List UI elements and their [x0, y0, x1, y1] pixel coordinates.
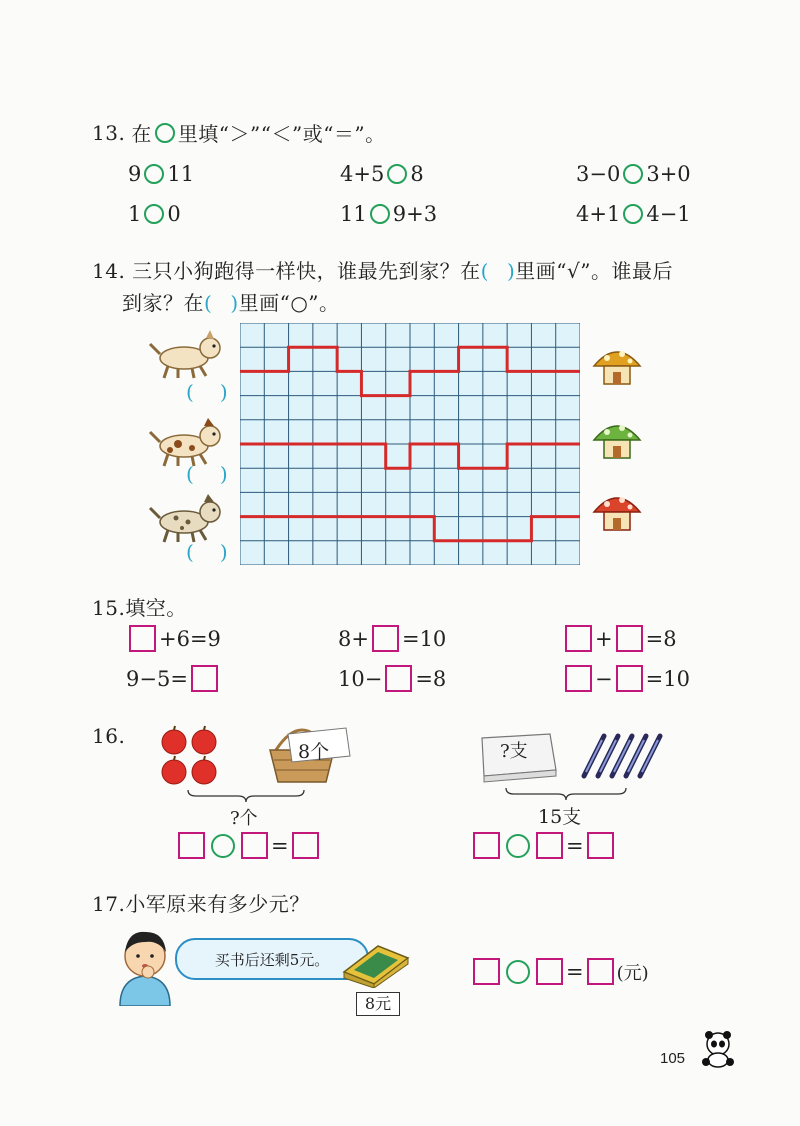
eq-text: =8 — [645, 626, 677, 651]
q14-text-b: 里画“√”。谁最后 — [515, 259, 673, 283]
compare-circle[interactable] — [623, 204, 643, 224]
answer-box[interactable] — [616, 665, 643, 692]
paren-open: ( — [204, 291, 213, 315]
q15-eq-1 — [126, 625, 221, 652]
answer-box[interactable] — [292, 832, 319, 859]
compare-circle[interactable] — [144, 204, 164, 224]
eq-text: =8 — [415, 666, 447, 691]
q17-number: 17. — [92, 892, 126, 916]
q16-pens-equation — [470, 832, 617, 859]
q14-line-1 — [92, 255, 673, 284]
eq-text: + — [595, 626, 613, 651]
answer-box[interactable] — [587, 832, 614, 859]
eq-text: − — [595, 666, 613, 691]
q13-item-2 — [340, 162, 424, 186]
unit-label: (元) — [616, 962, 649, 984]
q13-item-4 — [128, 202, 181, 226]
price-tag: 8元 — [356, 992, 400, 1016]
q15-eq-2 — [338, 625, 446, 652]
q13-item-3 — [576, 162, 691, 186]
q15-title-text: 填空。 — [125, 596, 187, 620]
q15-title — [92, 592, 187, 621]
answer-box[interactable] — [587, 958, 614, 985]
race-grid — [240, 323, 580, 565]
q15-number: 15. — [92, 596, 126, 620]
equals-sign: = — [271, 833, 289, 858]
compare-circle[interactable] — [387, 164, 407, 184]
eq-text: 10− — [338, 666, 383, 691]
equals-sign: = — [566, 833, 584, 858]
answer-box[interactable] — [129, 625, 156, 652]
book-icon — [340, 942, 412, 988]
answer-box[interactable] — [241, 832, 268, 859]
q17-title — [92, 888, 310, 917]
basket-label: 8个 — [298, 741, 330, 763]
answer-box[interactable] — [616, 625, 643, 652]
paren-open: ( — [186, 462, 194, 486]
eq-text: +6=9 — [159, 626, 221, 651]
eq-text: =10 — [645, 666, 690, 691]
q16-number: 16. — [92, 724, 126, 748]
mushroom-house-2-icon — [592, 418, 642, 462]
right-operand: 0 — [167, 202, 181, 226]
answer-box[interactable] — [565, 665, 592, 692]
apples-brace-icon — [186, 788, 306, 804]
q14-text-a: 三只小狗跑得一样快，谁最先到家？在 — [132, 259, 481, 283]
dog-1-answer[interactable] — [186, 380, 228, 404]
answer-box[interactable] — [372, 625, 399, 652]
mushroom-house-3-icon — [592, 490, 642, 534]
paren-close: ) — [219, 540, 228, 564]
q13-item-6 — [576, 202, 691, 226]
answer-box[interactable] — [565, 625, 592, 652]
dog-2-image — [148, 418, 228, 468]
q14-text-c: 到家？在 — [122, 291, 204, 315]
left-operand: 3−0 — [576, 162, 621, 186]
paren-close: ) — [230, 291, 239, 315]
right-operand: 3+0 — [646, 162, 691, 186]
compare-circle[interactable] — [370, 204, 390, 224]
left-operand: 11 — [340, 202, 367, 226]
left-operand: 1 — [128, 202, 142, 226]
circle-icon — [155, 123, 175, 143]
answer-box[interactable] — [473, 958, 500, 985]
compare-circle[interactable] — [144, 164, 164, 184]
dog-1-image — [148, 330, 228, 380]
left-operand: 4+1 — [576, 202, 621, 226]
operator-circle[interactable] — [506, 960, 530, 984]
compare-circle[interactable] — [623, 164, 643, 184]
paren-close: ) — [506, 259, 516, 283]
pen-box-label: ?支 — [500, 741, 528, 762]
paren-close: ) — [219, 462, 228, 486]
answer-box[interactable] — [536, 958, 563, 985]
q13-item-5 — [340, 202, 437, 226]
q14-text-d: 里画“○”。 — [238, 291, 340, 315]
paren-open: ( — [186, 540, 194, 564]
q16-apples-equation — [175, 832, 322, 859]
q13-post: 里填“＞”“＜”或“＝”。 — [177, 122, 386, 146]
left-operand: 9 — [128, 162, 142, 186]
boy-icon — [110, 922, 180, 1006]
paren-close: ) — [219, 380, 228, 404]
eq-text: =10 — [401, 626, 447, 651]
race-grid-svg — [240, 323, 580, 565]
operator-circle[interactable] — [211, 834, 235, 858]
q13-pre: 在 — [131, 122, 152, 146]
right-operand: 9+3 — [392, 202, 438, 226]
q14-line-2 — [122, 287, 340, 316]
answer-box[interactable] — [385, 665, 412, 692]
q13-number: 13. — [92, 120, 126, 145]
panda-icon — [698, 1028, 738, 1068]
right-operand: 11 — [167, 162, 195, 186]
dog-3-answer[interactable] — [186, 540, 228, 564]
answer-box[interactable] — [191, 665, 218, 692]
pens-brace-icon — [504, 786, 628, 802]
dog-3-image — [148, 494, 228, 544]
page-number: 105 — [660, 1050, 686, 1067]
equals-sign: = — [566, 959, 584, 984]
q15-eq-4 — [126, 665, 221, 692]
speech-text: 买书后还剩5元。 — [214, 950, 330, 969]
dog-2-answer[interactable] — [186, 462, 228, 486]
eq-text: 9−5= — [126, 666, 188, 691]
q14-number: 14. — [92, 259, 126, 283]
q15-eq-5 — [338, 665, 446, 692]
right-operand: 4−1 — [646, 202, 691, 226]
apples-total-label: ?个 — [230, 808, 258, 829]
mushroom-house-1-icon — [592, 344, 642, 388]
operator-circle[interactable] — [506, 834, 530, 858]
q13-item-1 — [128, 162, 194, 186]
q17-title-text: 小军原来有多少元？ — [125, 892, 310, 916]
q13-instruction — [92, 118, 386, 147]
answer-box[interactable] — [178, 832, 205, 859]
pens-icon — [576, 730, 672, 782]
q15-eq-3 — [562, 625, 677, 652]
apples-icon — [158, 724, 222, 788]
paren-open: ( — [186, 380, 194, 404]
answer-box[interactable] — [536, 832, 563, 859]
eq-text: 8+ — [338, 626, 369, 651]
left-operand: 4+5 — [340, 162, 385, 186]
right-operand: 8 — [410, 162, 424, 186]
q17-equation — [470, 958, 649, 985]
pens-total-label: 15支 — [538, 806, 582, 828]
paren-open: ( — [480, 259, 489, 283]
q15-eq-6 — [562, 665, 690, 692]
answer-box[interactable] — [473, 832, 500, 859]
